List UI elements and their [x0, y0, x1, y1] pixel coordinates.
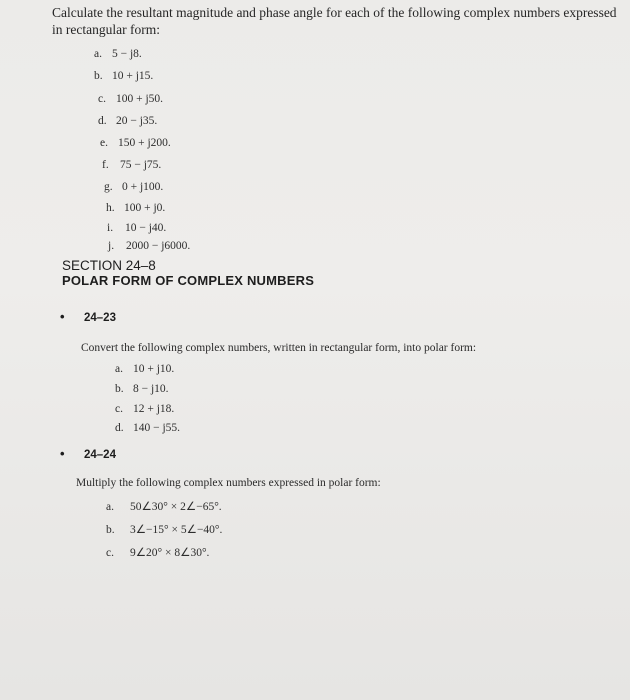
problem-24-23-prompt: Convert the following complex numbers, written in rectangular form, into polar form:: [81, 342, 477, 354]
item-text: 9∠20° × 8∠30°.: [130, 547, 210, 559]
list-item: [106, 499, 222, 513]
item-label: c.: [98, 93, 106, 105]
list-item: [102, 159, 161, 171]
list-item: [98, 115, 157, 127]
item-label: f.: [102, 159, 109, 171]
problem-intro-text: Calculate the resultant magnitude and phase angle for each of the following complex numbers expressed in rectangular form:: [52, 5, 617, 37]
item-text: 100 + j0.: [124, 202, 166, 214]
item-label: d.: [98, 115, 107, 127]
list-item: [94, 48, 142, 60]
item-text: 50∠30° × 2∠−65°.: [130, 501, 222, 513]
item-text: 20 − j35.: [116, 115, 158, 127]
list-item: [100, 137, 171, 149]
item-label: a.: [94, 48, 102, 60]
bullet-icon: •: [60, 446, 65, 461]
item-text: 2000 − j6000.: [126, 240, 191, 252]
item-text: 12 + j18.: [133, 403, 175, 415]
list-item: [94, 70, 153, 82]
item-text: 140 − j55.: [133, 422, 181, 434]
section-number: SECTION 24–8: [62, 258, 156, 273]
problem-number: 24–23: [84, 312, 116, 324]
problem-number: 24–24: [84, 449, 116, 461]
section-title: POLAR FORM OF COMPLEX NUMBERS: [62, 273, 315, 288]
list-item: [106, 522, 222, 536]
item-label: i.: [107, 222, 114, 234]
item-label: b.: [115, 383, 124, 395]
bullet-icon: •: [60, 309, 65, 324]
item-label: b.: [94, 70, 103, 82]
list-item: [98, 93, 163, 105]
list-item: [106, 202, 165, 214]
list-item: [115, 363, 174, 375]
item-label: a.: [115, 363, 123, 375]
list-item: [108, 240, 190, 252]
list-item: [115, 422, 180, 434]
item-label: g.: [104, 181, 113, 193]
list-item: [115, 403, 174, 415]
item-label: h.: [106, 202, 115, 214]
item-text: 3∠−15° × 5∠−40°.: [130, 524, 223, 536]
item-text: 150 + j200.: [118, 137, 171, 149]
item-text: 10 + j15.: [112, 70, 154, 82]
item-text: 10 − j40.: [125, 222, 167, 234]
item-label: c.: [115, 403, 123, 415]
list-item: [106, 545, 209, 559]
item-text: 75 − j75.: [120, 159, 162, 171]
item-label: d.: [115, 422, 124, 434]
item-text: 5 − j8.: [112, 48, 142, 60]
list-item: [115, 383, 169, 395]
item-text: 10 + j10.: [133, 363, 175, 375]
problem-24-23-header: [60, 309, 116, 324]
item-text: 0 + j100.: [122, 181, 164, 193]
problem-24-24-prompt: Multiply the following complex numbers expressed in polar form:: [76, 477, 381, 489]
list-item: [107, 222, 166, 234]
item-text: 100 + j50.: [116, 93, 164, 105]
list-item: [104, 181, 163, 193]
problem-24-24-header: [60, 446, 116, 461]
item-label: j.: [108, 240, 115, 252]
item-label: c.: [106, 547, 114, 559]
item-label: b.: [106, 524, 115, 536]
item-label: e.: [100, 137, 108, 149]
item-text: 8 − j10.: [133, 383, 169, 395]
item-label: a.: [106, 501, 114, 513]
